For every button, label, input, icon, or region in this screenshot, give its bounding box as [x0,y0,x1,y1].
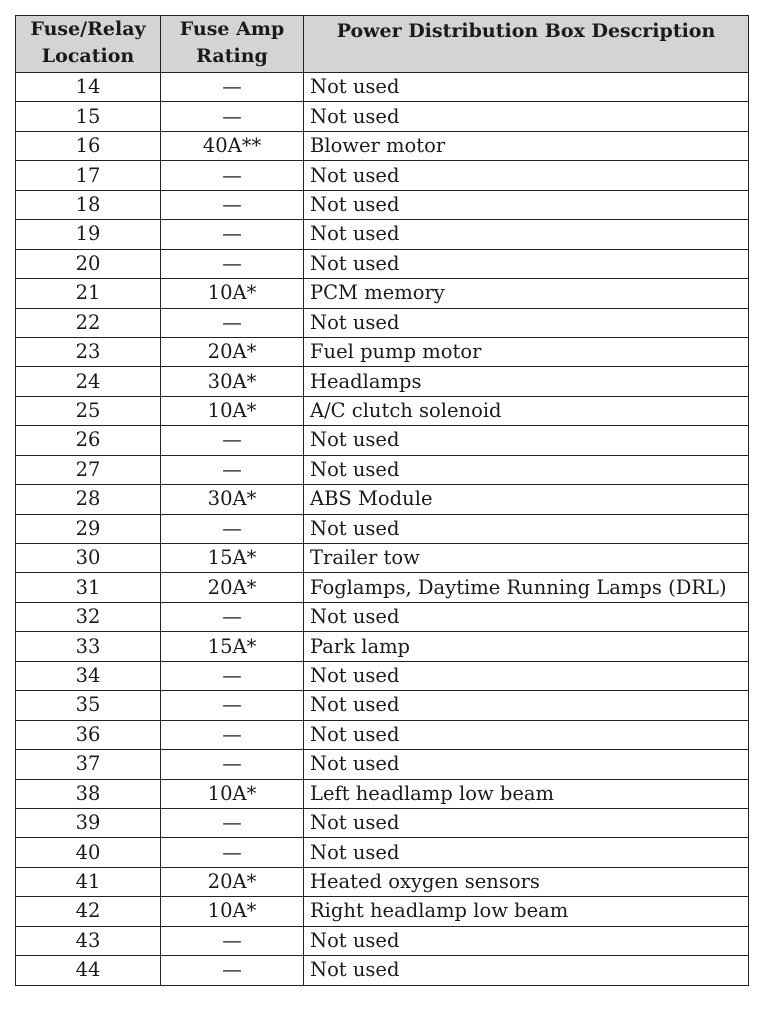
amp-rating-cell: 30A* [161,485,304,514]
table-row [16,249,749,278]
amp-rating-cell: 15A* [161,544,304,573]
description-cell: Not used [304,926,749,955]
amp-rating-cell: 30A* [161,367,304,396]
table-row [16,161,749,190]
description-cell: Park lamp [304,632,749,661]
header-amp-rating: Fuse Amp Rating [161,16,304,73]
location-cell: 18 [16,190,161,219]
amp-rating-cell: — [161,750,304,779]
location-cell: 29 [16,514,161,543]
location-cell: 35 [16,691,161,720]
location-cell: 42 [16,897,161,926]
table-row [16,867,749,896]
amp-rating-cell: 10A* [161,396,304,425]
amp-rating-cell: 15A* [161,632,304,661]
amp-rating-cell: 20A* [161,867,304,896]
table-row [16,779,749,808]
description-cell: Headlamps [304,367,749,396]
description-cell: Fuel pump motor [304,337,749,366]
description-cell: Not used [304,602,749,631]
amp-rating-cell: — [161,102,304,131]
table-row [16,691,749,720]
table-row [16,396,749,425]
location-cell: 43 [16,926,161,955]
table-row [16,455,749,484]
table-row [16,602,749,631]
location-cell: 30 [16,544,161,573]
table-row [16,544,749,573]
header-location: Fuse/Relay Location [16,16,161,73]
location-cell: 31 [16,573,161,602]
amp-rating-cell: — [161,838,304,867]
description-cell: Blower motor [304,131,749,160]
location-cell: 17 [16,161,161,190]
amp-rating-cell: 20A* [161,573,304,602]
description-cell: Not used [304,838,749,867]
amp-rating-cell: — [161,161,304,190]
description-cell: Not used [304,249,749,278]
amp-rating-cell: — [161,926,304,955]
description-cell: Not used [304,161,749,190]
location-cell: 41 [16,867,161,896]
location-cell: 40 [16,838,161,867]
amp-rating-cell: 10A* [161,779,304,808]
location-cell: 20 [16,249,161,278]
table-row [16,367,749,396]
amp-rating-cell: — [161,190,304,219]
amp-rating-cell: — [161,661,304,690]
description-cell: Not used [304,308,749,337]
amp-rating-cell: 10A* [161,897,304,926]
location-cell: 15 [16,102,161,131]
amp-rating-cell: — [161,455,304,484]
description-cell: Not used [304,102,749,131]
location-cell: 39 [16,808,161,837]
description-cell: ABS Module [304,485,749,514]
location-cell: 21 [16,279,161,308]
description-cell: Right headlamp low beam [304,897,749,926]
table-row [16,308,749,337]
location-cell: 24 [16,367,161,396]
header-row [16,16,749,73]
table-row [16,897,749,926]
location-cell: 14 [16,73,161,102]
location-cell: 38 [16,779,161,808]
table-row [16,661,749,690]
location-cell: 25 [16,396,161,425]
description-cell: Not used [304,750,749,779]
description-cell: Not used [304,691,749,720]
table-row [16,73,749,102]
amp-rating-cell: — [161,602,304,631]
location-cell: 36 [16,720,161,749]
table-row [16,720,749,749]
description-cell: Not used [304,73,749,102]
description-cell: Not used [304,190,749,219]
location-cell: 37 [16,750,161,779]
table-row [16,337,749,366]
table-row [16,426,749,455]
table-header [16,16,749,73]
description-cell: Not used [304,220,749,249]
description-cell: Foglamps, Daytime Running Lamps (DRL) [304,573,749,602]
table-body [16,73,749,986]
description-cell: Not used [304,514,749,543]
location-cell: 33 [16,632,161,661]
location-cell: 22 [16,308,161,337]
table-row [16,956,749,985]
amp-rating-cell: — [161,514,304,543]
location-cell: 44 [16,956,161,985]
table-row [16,750,749,779]
amp-rating-cell: — [161,220,304,249]
description-cell: Not used [304,956,749,985]
amp-rating-cell: — [161,808,304,837]
table-row [16,632,749,661]
table-row [16,838,749,867]
table-row [16,808,749,837]
location-cell: 16 [16,131,161,160]
fuse-relay-table [15,15,749,986]
table-row [16,102,749,131]
table-row [16,485,749,514]
amp-rating-cell: — [161,426,304,455]
description-cell: Left headlamp low beam [304,779,749,808]
description-cell: Not used [304,720,749,749]
table-row [16,279,749,308]
amp-rating-cell: — [161,249,304,278]
location-cell: 19 [16,220,161,249]
table-row [16,131,749,160]
location-cell: 32 [16,602,161,631]
table-row [16,926,749,955]
table-row [16,220,749,249]
amp-rating-cell: 10A* [161,279,304,308]
description-cell: Not used [304,808,749,837]
amp-rating-cell: 40A** [161,131,304,160]
amp-rating-cell: — [161,720,304,749]
amp-rating-cell: — [161,308,304,337]
description-cell: A/C clutch solenoid [304,396,749,425]
description-cell: Not used [304,426,749,455]
description-cell: Heated oxygen sensors [304,867,749,896]
location-cell: 27 [16,455,161,484]
description-cell: Trailer tow [304,544,749,573]
table-row [16,573,749,602]
description-cell: PCM memory [304,279,749,308]
header-description: Power Distribution Box Description [304,16,749,73]
description-cell: Not used [304,455,749,484]
location-cell: 28 [16,485,161,514]
amp-rating-cell: — [161,691,304,720]
table-row [16,514,749,543]
amp-rating-cell: 20A* [161,337,304,366]
table-row [16,190,749,219]
location-cell: 26 [16,426,161,455]
description-cell: Not used [304,661,749,690]
location-cell: 34 [16,661,161,690]
location-cell: 23 [16,337,161,366]
amp-rating-cell: — [161,73,304,102]
amp-rating-cell: — [161,956,304,985]
